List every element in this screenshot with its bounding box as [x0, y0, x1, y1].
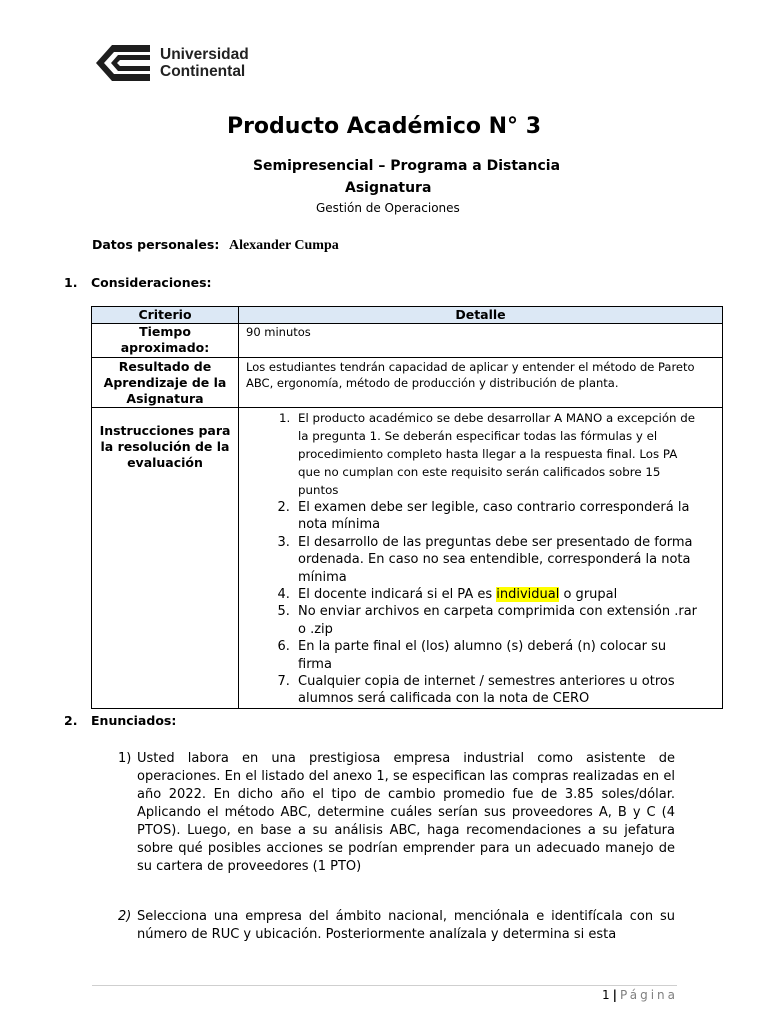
enunciado-marker: 2) — [118, 909, 132, 924]
document-subtitle: Semipresencial – Programa a Distancia — [252, 158, 561, 174]
page-number: 1 — [602, 988, 610, 1002]
list-item: 7. Cualquier copia de internet / semestres anteriores u otros alumnos será calificada con la nota de CERO — [294, 673, 698, 708]
table-header-row — [92, 307, 723, 324]
list-item: 6. En la parte final el (los) alumno (s) deberá (n) colocar su firma — [294, 638, 698, 673]
document-title: Producto Académico N° 3 — [226, 114, 542, 139]
column-header-criterio: Criterio — [92, 307, 239, 324]
criterion-cell: Tiempo aproximado: — [92, 324, 239, 358]
detail-cell — [239, 408, 723, 709]
section-heading-1 — [64, 275, 212, 290]
list-item: 3. El desarrollo de las preguntas debe ser presentado de forma ordenada. En caso no sea entendible, corresponderá la nota mínima — [294, 534, 698, 586]
list-item — [294, 586, 698, 603]
table-row — [92, 408, 723, 709]
personal-data-label: Datos personales: — [92, 237, 220, 252]
criteria-table — [91, 306, 723, 709]
table-row — [92, 324, 723, 358]
personal-data — [92, 237, 339, 254]
logo-line-2: Continental — [160, 63, 246, 80]
table-row — [92, 358, 723, 408]
section-number: 1. — [64, 275, 78, 290]
enunciado-marker: 1) — [118, 751, 132, 766]
section-number: 2. — [64, 713, 78, 728]
enunciado-1 — [118, 750, 675, 876]
section-title: Consideraciones: — [91, 275, 212, 290]
list-item: 1. El producto académico se debe desarrollar A MANO a excepción de la pregunta 1. Se deberán especificar todas las fórmulas y el procedimiento completo hasta llegar a la respuesta final. Los PA que no cumplan con este requisito serán calificados sobre 15 puntos — [294, 409, 698, 499]
criterion-cell: Resultado de Aprendizaje de la Asignatura — [92, 358, 239, 408]
list-item: 5. No enviar archivos en carpeta comprimida con extensión .rar o .zip — [294, 603, 698, 638]
enunciado-text: Selecciona una empresa del ámbito nacional, menciónala e identifícala con su número de RUC y ubicación. Posteriormente analízala y determina si esta — [137, 909, 675, 942]
list-item: 2. El examen debe ser legible, caso contrario corresponderá la nota mínima — [294, 499, 698, 534]
student-name: Alexander Cumpa — [228, 238, 339, 253]
highlighted-text: individual — [496, 587, 560, 603]
detail-cell: 90 minutos — [239, 324, 723, 358]
list-item-text: El docente indicará si el PA es — [298, 587, 497, 603]
logo-text — [160, 46, 249, 80]
footer-divider — [92, 985, 677, 986]
university-logo — [92, 42, 249, 84]
section-heading-2 — [64, 713, 176, 728]
column-header-detalle: Detalle — [239, 307, 723, 324]
logo-mark-icon — [92, 42, 152, 84]
page-footer — [602, 988, 678, 1002]
logo-line-1: Universidad — [160, 46, 249, 63]
section-title: Enunciados: — [91, 713, 177, 728]
criterion-cell: Instrucciones para la resolución de la evaluación — [92, 408, 239, 709]
enunciado-text: Usted labora en una prestigiosa empresa industrial como asistente de operaciones. En el listado del anexo 1, se especifican las compras realizadas en el año 2022. En dicho año el tipo de cambio promedio fue de 3.85 soles/dólar. Aplicando el método ABC, determine cuáles serían sus proveedores A, B y C (4 PTOS). Luego, en base a su análisis ABC, haga recomendaciones a su jefatura sobre qué posibles acciones se podrían emprender para un adecuado manejo de su cartera de proveedores (1 PTO) — [137, 751, 675, 874]
detail-cell: Los estudiantes tendrán capacidad de aplicar y entender el método de Pareto ABC, ergonomía, método de producción y distribución de planta. — [239, 358, 723, 408]
list-item-text: o grupal — [559, 587, 618, 603]
footer-separator: | — [612, 988, 618, 1002]
page-word: Página — [620, 988, 678, 1002]
course-name: Gestión de Operaciones — [316, 201, 460, 215]
enunciado-2 — [118, 908, 675, 944]
asignatura-label: Asignatura — [345, 180, 432, 196]
instructions-list — [241, 409, 698, 708]
